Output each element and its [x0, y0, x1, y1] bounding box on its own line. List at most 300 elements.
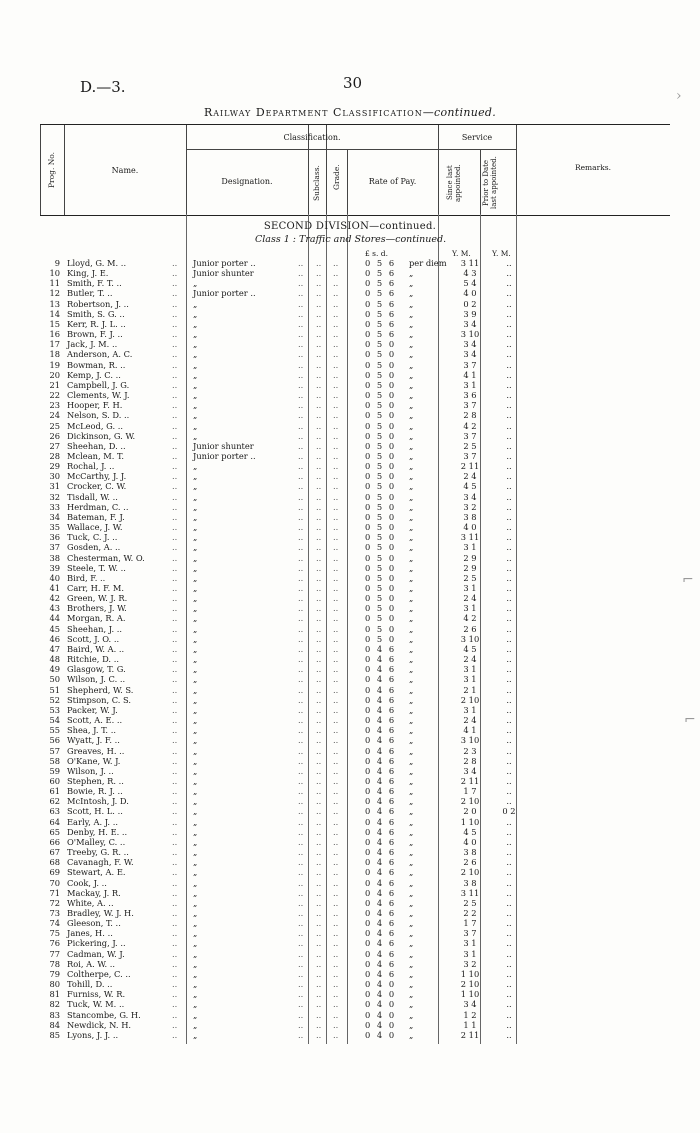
- service-since-last: 3 4: [463, 999, 477, 1010]
- table-row: [0, 278, 700, 288]
- service-since-last: 2 4: [463, 715, 477, 726]
- designation: „: [193, 552, 198, 563]
- leader-dots: ..: [298, 775, 304, 786]
- rate-of-pay: 0 4 6: [365, 857, 397, 868]
- leader-dots: ..: [298, 755, 304, 766]
- rate-of-pay: 0 5 0: [365, 562, 397, 573]
- leader-dots: ..: [316, 826, 322, 837]
- employee-name: Scott, H. L. ..: [67, 806, 123, 817]
- rate-of-pay: 0 4 6: [365, 928, 397, 939]
- employee-name: Scott, J. O. ..: [67, 633, 120, 644]
- leader-dots: ..: [316, 329, 322, 340]
- designation: Junior porter ..: [193, 258, 256, 268]
- leader-dots: ..: [298, 684, 304, 695]
- leader-dots: ..: [172, 430, 178, 441]
- pay-period: „: [409, 278, 414, 289]
- designation: „: [193, 1009, 198, 1020]
- margin-mark: ⌐: [682, 572, 694, 588]
- leader-dots: ..: [316, 857, 322, 868]
- pay-period: „: [409, 1029, 414, 1040]
- service-prior: ..: [506, 948, 512, 959]
- leader-dots: ..: [333, 908, 339, 918]
- pay-period: „: [409, 847, 414, 858]
- table-row: [0, 624, 700, 634]
- leader-dots: ..: [172, 288, 178, 299]
- employee-name: Lloyd, G. M. ..: [67, 258, 127, 268]
- leader-dots: ..: [333, 643, 339, 654]
- service-prior: ..: [506, 400, 512, 411]
- leader-dots: ..: [298, 491, 304, 502]
- employee-name: Wallace, J. W.: [67, 522, 123, 533]
- leader-dots: ..: [172, 613, 178, 624]
- pay-period: „: [409, 694, 414, 705]
- leader-dots: ..: [298, 725, 304, 736]
- pay-period: „: [409, 664, 414, 675]
- leader-dots: ..: [172, 938, 178, 949]
- service-since-last: 3 7: [463, 400, 477, 411]
- designation: „: [193, 664, 198, 675]
- employee-name: Carr, H. F. M.: [67, 583, 124, 593]
- designation: Junior shunter: [193, 268, 254, 279]
- pay-period: „: [409, 572, 414, 583]
- leader-dots: ..: [333, 877, 339, 888]
- prog-no: 69: [49, 867, 60, 878]
- leader-dots: ..: [298, 349, 304, 360]
- leader-dots: ..: [316, 583, 322, 593]
- leader-dots: ..: [316, 349, 322, 360]
- leader-dots: ..: [298, 643, 304, 654]
- leader-dots: ..: [298, 908, 304, 918]
- leader-dots: ..: [333, 471, 339, 482]
- leader-dots: ..: [298, 633, 304, 644]
- rate-of-pay: 0 5 6: [365, 268, 397, 279]
- leader-dots: ..: [333, 532, 339, 543]
- rate-of-pay: 0 5 0: [365, 491, 397, 502]
- prog-no: 62: [49, 796, 60, 807]
- service-prior: ..: [506, 694, 512, 705]
- service-prior: ..: [506, 268, 512, 279]
- col-name: Name.: [111, 166, 139, 175]
- leader-dots: ..: [316, 400, 322, 411]
- table-row: [0, 400, 700, 410]
- pay-period: „: [409, 968, 414, 979]
- service-since-last: 3 4: [463, 491, 477, 502]
- service-prior: ..: [506, 745, 512, 756]
- employee-name: Bateman, F. J.: [67, 511, 125, 522]
- table-row: [0, 451, 700, 461]
- leader-dots: ..: [316, 318, 322, 329]
- leader-dots: ..: [316, 288, 322, 299]
- table-row: [0, 806, 700, 816]
- service-prior: ..: [506, 298, 512, 309]
- rate-of-pay: 0 5 6: [365, 329, 397, 340]
- service-since-last: 3 10: [460, 329, 480, 340]
- leader-dots: ..: [172, 593, 178, 604]
- table-row: [0, 766, 700, 776]
- designation: „: [193, 308, 198, 319]
- leader-dots: ..: [316, 725, 322, 736]
- designation: „: [193, 390, 198, 401]
- rate-of-pay: 0 4 0: [365, 1019, 397, 1030]
- rate-of-pay: 0 4 6: [365, 664, 397, 675]
- designation: „: [193, 826, 198, 837]
- leader-dots: ..: [316, 887, 322, 898]
- rate-of-pay: 0 4 6: [365, 704, 397, 715]
- pay-period: „: [409, 481, 414, 492]
- employee-name: Newdick, N. H.: [67, 1019, 132, 1030]
- leader-dots: ..: [298, 278, 304, 289]
- service-prior: ..: [506, 603, 512, 614]
- leader-dots: ..: [172, 836, 178, 847]
- leader-dots: ..: [298, 1009, 304, 1020]
- service-prior: ..: [506, 278, 512, 289]
- rate-of-pay: 0 5 0: [365, 572, 397, 583]
- employee-name: Stephen, R. ..: [67, 775, 124, 786]
- col-since-last: Since last appointed.: [446, 164, 462, 202]
- leader-dots: ..: [298, 379, 304, 390]
- leader-dots: ..: [172, 308, 178, 319]
- table-row: [0, 522, 700, 532]
- service-prior: ..: [506, 511, 512, 522]
- rate-of-pay: 0 5 0: [365, 359, 397, 370]
- pay-period: per diem: [409, 258, 447, 268]
- leader-dots: ..: [172, 268, 178, 279]
- leader-dots: ..: [172, 511, 178, 522]
- leader-dots: ..: [298, 796, 304, 807]
- leader-dots: ..: [298, 674, 304, 685]
- designation: „: [193, 572, 198, 583]
- leader-dots: ..: [316, 379, 322, 390]
- prog-no: 78: [49, 958, 60, 969]
- leader-dots: ..: [298, 461, 304, 472]
- employee-name: Steele, T. W. ..: [67, 562, 126, 573]
- prog-no: 9: [54, 258, 60, 268]
- service-since-last: 2 4: [463, 593, 477, 604]
- table-row: [0, 532, 700, 542]
- designation: „: [193, 298, 198, 309]
- employee-name: Bird, F. ..: [67, 572, 106, 583]
- designation: „: [193, 278, 198, 289]
- prog-no: 45: [49, 623, 60, 634]
- table-row: [0, 319, 700, 329]
- leader-dots: ..: [316, 552, 322, 563]
- service-prior: ..: [506, 765, 512, 776]
- leader-dots: ..: [316, 958, 322, 969]
- employee-name: Green, W. J. R.: [67, 593, 128, 604]
- designation: „: [193, 765, 198, 776]
- leader-dots: ..: [316, 481, 322, 492]
- leader-dots: ..: [333, 440, 339, 451]
- leader-dots: ..: [298, 471, 304, 482]
- employee-name: Cadman, W. J.: [67, 948, 125, 959]
- leader-dots: ..: [298, 989, 304, 1000]
- prog-no: 29: [49, 461, 60, 472]
- designation: „: [193, 511, 198, 522]
- leader-dots: ..: [298, 501, 304, 512]
- employee-name: Clements, W. J.: [67, 390, 130, 401]
- pay-period: „: [409, 704, 414, 715]
- since-units: Y. M.: [452, 249, 471, 258]
- pay-period: „: [409, 410, 414, 421]
- service-prior: ..: [506, 522, 512, 533]
- rate-of-pay: 0 4 6: [365, 765, 397, 776]
- pay-period: „: [409, 390, 414, 401]
- pay-period: „: [409, 1019, 414, 1030]
- leader-dots: ..: [333, 968, 339, 979]
- rate-of-pay: 0 4 6: [365, 958, 397, 969]
- designation: „: [193, 471, 198, 482]
- service-since-last: 4 3: [463, 268, 477, 279]
- prog-no: 73: [49, 908, 60, 918]
- prog-no: 63: [49, 806, 60, 817]
- leader-dots: ..: [172, 745, 178, 756]
- rate-of-pay: 0 4 6: [365, 775, 397, 786]
- designation: „: [193, 674, 198, 685]
- designation: „: [193, 379, 198, 390]
- service-since-last: 2 10: [460, 796, 480, 807]
- leader-dots: ..: [172, 400, 178, 411]
- prog-no: 84: [49, 1019, 60, 1030]
- table-row: [0, 512, 700, 522]
- leader-dots: ..: [333, 735, 339, 746]
- leader-dots: ..: [333, 562, 339, 573]
- leader-dots: ..: [298, 603, 304, 614]
- pay-period: „: [409, 938, 414, 949]
- employee-name: Mclean, M. T.: [67, 450, 124, 461]
- pay-period: „: [409, 430, 414, 441]
- rate-of-pay: 0 4 6: [365, 847, 397, 858]
- leader-dots: ..: [172, 369, 178, 380]
- employee-name: Tisdall, W. ..: [67, 491, 118, 502]
- leader-dots: ..: [316, 1029, 322, 1040]
- leader-dots: ..: [333, 400, 339, 411]
- service-prior: ..: [506, 583, 512, 593]
- leader-dots: ..: [298, 420, 304, 431]
- leader-dots: ..: [333, 339, 339, 350]
- leader-dots: ..: [333, 654, 339, 665]
- employee-name: Early, A. J. ..: [67, 816, 118, 827]
- rate-of-pay: 0 5 0: [365, 420, 397, 431]
- service-prior: ..: [506, 908, 512, 918]
- service-prior: ..: [506, 339, 512, 350]
- rate-of-pay: 0 5 0: [365, 339, 397, 350]
- rate-of-pay: 0 5 6: [365, 258, 397, 268]
- leader-dots: ..: [333, 684, 339, 695]
- service-prior: ..: [506, 897, 512, 908]
- leader-dots: ..: [333, 816, 339, 827]
- leader-dots: ..: [172, 623, 178, 634]
- leader-dots: ..: [333, 308, 339, 319]
- service-prior: ..: [506, 847, 512, 858]
- pay-period: „: [409, 958, 414, 969]
- leader-dots: ..: [298, 735, 304, 746]
- pay-period: „: [409, 816, 414, 827]
- leader-dots: ..: [298, 704, 304, 715]
- prog-no: 65: [49, 826, 60, 837]
- prog-no: 52: [49, 694, 60, 705]
- leader-dots: ..: [316, 1019, 322, 1030]
- employee-name: Chesterman, W. O.: [67, 552, 145, 563]
- leader-dots: ..: [333, 806, 339, 817]
- service-prior: ..: [506, 369, 512, 380]
- employee-name: Rochal, J. ..: [67, 461, 115, 472]
- title-main: Railway Department Classification: [203, 106, 423, 119]
- pay-period: „: [409, 593, 414, 604]
- leader-dots: ..: [333, 369, 339, 380]
- leader-dots: ..: [298, 440, 304, 451]
- employee-name: Campbell, J. G.: [67, 379, 130, 390]
- prog-no: 55: [49, 725, 60, 736]
- leader-dots: ..: [172, 725, 178, 736]
- table-row: [0, 878, 700, 888]
- leader-dots: ..: [172, 603, 178, 614]
- leader-dots: ..: [316, 471, 322, 482]
- designation: „: [193, 430, 198, 441]
- service-prior: ..: [506, 390, 512, 401]
- leader-dots: ..: [316, 796, 322, 807]
- service-since-last: 4 5: [463, 643, 477, 654]
- rate-of-pay: 0 5 0: [365, 400, 397, 411]
- leader-dots: ..: [316, 836, 322, 847]
- table-row: [0, 969, 700, 979]
- pay-period: „: [409, 562, 414, 573]
- service-since-last: 0 2: [463, 298, 477, 309]
- rate-of-pay: 0 4 6: [365, 725, 397, 736]
- service-prior: ..: [506, 440, 512, 451]
- leader-dots: ..: [333, 461, 339, 472]
- employee-name: Cavanagh, F. W.: [67, 857, 134, 868]
- leader-dots: ..: [172, 501, 178, 512]
- prog-no: 75: [49, 928, 60, 939]
- leader-dots: ..: [316, 359, 322, 370]
- designation: „: [193, 786, 198, 797]
- table-row: [0, 918, 700, 928]
- employee-name: Denby, H. E. ..: [67, 826, 128, 837]
- leader-dots: ..: [316, 775, 322, 786]
- designation: „: [193, 979, 198, 990]
- service-since-last: 4 2: [463, 613, 477, 624]
- leader-dots: ..: [333, 847, 339, 858]
- leader-dots: ..: [316, 867, 322, 878]
- prog-no: 14: [49, 308, 60, 319]
- table-row: [0, 299, 700, 309]
- leader-dots: ..: [316, 897, 322, 908]
- leader-dots: ..: [172, 786, 178, 797]
- leader-dots: ..: [298, 481, 304, 492]
- leader-dots: ..: [333, 542, 339, 553]
- leader-dots: ..: [298, 979, 304, 990]
- service-prior: ..: [506, 755, 512, 766]
- leader-dots: ..: [333, 887, 339, 898]
- service-since-last: 1 10: [460, 968, 480, 979]
- service-since-last: 3 2: [463, 958, 477, 969]
- designation: „: [193, 968, 198, 979]
- table-row: [0, 654, 700, 664]
- service-prior: ..: [506, 979, 512, 990]
- table-row: [0, 725, 700, 735]
- employee-name: Bradley, W. J. H.: [67, 908, 134, 918]
- leader-dots: ..: [172, 887, 178, 898]
- rate-of-pay: 0 5 6: [365, 318, 397, 329]
- leader-dots: ..: [333, 583, 339, 593]
- table-row: [0, 888, 700, 898]
- employee-name: McCarthy, J. J.: [67, 471, 127, 482]
- pay-period: „: [409, 684, 414, 695]
- leader-dots: ..: [298, 816, 304, 827]
- rate-of-pay: 0 5 0: [365, 450, 397, 461]
- prog-no: 23: [49, 400, 60, 411]
- table-row: [0, 573, 700, 583]
- pay-period: „: [409, 674, 414, 685]
- pay-period: „: [409, 532, 414, 543]
- table-row: [0, 441, 700, 451]
- prog-no: 11: [49, 278, 60, 289]
- leader-dots: ..: [298, 958, 304, 969]
- leader-dots: ..: [333, 958, 339, 969]
- table-row: [0, 360, 700, 370]
- service-since-last: 2 3: [463, 745, 477, 756]
- service-prior: ..: [506, 501, 512, 512]
- pay-period: „: [409, 1009, 414, 1020]
- pay-period: „: [409, 643, 414, 654]
- pay-period: „: [409, 359, 414, 370]
- service-since-last: 3 4: [463, 318, 477, 329]
- leader-dots: ..: [333, 745, 339, 756]
- leader-dots: ..: [333, 491, 339, 502]
- rate-of-pay: 0 5 6: [365, 298, 397, 309]
- service-prior: ..: [506, 643, 512, 654]
- leader-dots: ..: [333, 481, 339, 492]
- employee-name: O'Kane, W. J.: [67, 755, 121, 766]
- designation: „: [193, 999, 198, 1010]
- prog-no: 19: [49, 359, 60, 370]
- leader-dots: ..: [298, 369, 304, 380]
- service-prior: ..: [506, 877, 512, 888]
- page-title: [0, 106, 700, 119]
- designation: „: [193, 461, 198, 472]
- leader-dots: ..: [172, 928, 178, 939]
- designation: „: [193, 938, 198, 949]
- designation: „: [193, 583, 198, 593]
- leader-dots: ..: [316, 623, 322, 634]
- prog-no: 27: [49, 440, 60, 451]
- service-since-last: 3 8: [463, 511, 477, 522]
- employee-name: Tuck, W. M. ..: [67, 999, 125, 1010]
- rate-of-pay: 0 5 0: [365, 532, 397, 543]
- table-row: [0, 593, 700, 603]
- designation: „: [193, 725, 198, 736]
- rate-of-pay: 0 5 0: [365, 603, 397, 614]
- prog-no: 48: [49, 654, 60, 665]
- designation: „: [193, 491, 198, 502]
- rate-of-pay: 0 5 0: [365, 440, 397, 451]
- leader-dots: ..: [298, 968, 304, 979]
- table-row: [0, 613, 700, 623]
- leader-dots: ..: [172, 826, 178, 837]
- pay-period: „: [409, 775, 414, 786]
- service-since-last: 3 4: [463, 765, 477, 776]
- pay-period: „: [409, 735, 414, 746]
- employee-name: Roi, A. W. ..: [67, 958, 116, 969]
- rate-of-pay: 0 4 0: [365, 1029, 397, 1040]
- leader-dots: ..: [298, 613, 304, 624]
- designation: „: [193, 796, 198, 807]
- pay-period: „: [409, 552, 414, 563]
- leader-dots: ..: [316, 501, 322, 512]
- leader-dots: ..: [172, 765, 178, 776]
- service-prior: ..: [506, 958, 512, 969]
- pay-period: „: [409, 948, 414, 959]
